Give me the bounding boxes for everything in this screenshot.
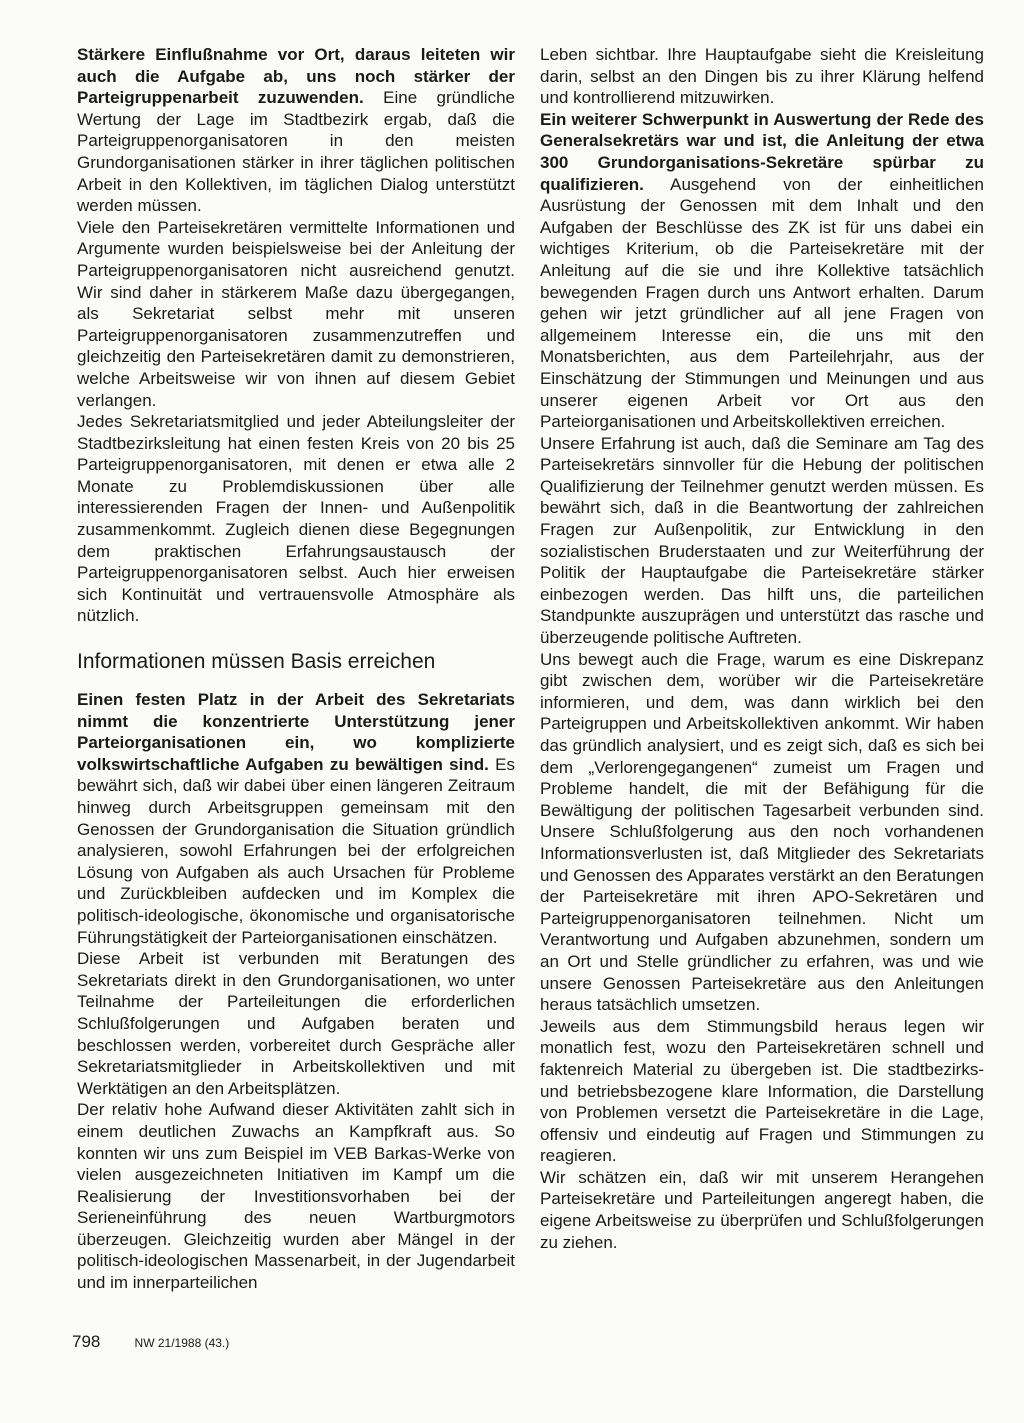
paragraph: Viele den Parteisekretären vermittelte Informationen und Argumente wurden beispielsweise bei der Anleitung der Parteigruppenorganisatoren nicht ausreichend genutzt. Wir sind daher in stärkerem Maße dazu übergegangen, als Sekretariat selbst mehr mit unseren Parteigruppenorganisatoren zusammenzutreffen und gleichzeitig den Parteisekretären damit zu demonstrieren, welche Arbeitsweise wir von ihnen auf diesem Gebiet verlangen. xyxy=(77,217,515,410)
left-column xyxy=(77,44,515,1294)
paragraph xyxy=(77,689,515,948)
paragraph xyxy=(77,44,515,217)
paragraph xyxy=(540,109,984,433)
paragraph: Jedes Sekretariatsmitglied und jeder Abteilungsleiter der Stadtbezirksleitung hat einen festen Kreis von 20 bis 25 Parteigruppenorganisatoren, mit denen er etwa alle 2 Monate zu Problemdiskussionen über alle interessierenden Fragen der Innen- und Außenpolitik zusammenkommt. Zugleich dienen diese Begegnungen dem praktischen Erfahrungsaustausch der Parteigruppenorganisatoren selbst. Auch hier erweisen sich Kontinuität und vertrauensvolle Atmosphäre als nützlich. xyxy=(77,412,515,626)
paragraph: Unsere Erfahrung ist auch, daß die Seminare am Tag des Parteisekretärs sinnvoller für die Hebung der politischen Qualifizierung der Teilnehmer genutzt werden müssen. Es bewährt sich, daß in die Beantwortung der zahlreichen Fragen zur Außenpolitik, zur Entwicklung in den sozialistischen Bruderstaaten und zur Weiterführung der Politik der Hauptaufgabe die Parteisekretäre stärker einbezogen werden. Das hilft uns, die parteilichen Standpunkte auszuprägen und unterstützt das rasche und überzeugende politische Auftreten. xyxy=(540,433,984,648)
paragraph-text: Ausgehend von der einheitlichen Ausrüstung der Genossen mit dem Inhalt und den Aufgaben der Beschlüsse des ZK ist für uns dabei ein wichtiges Kriterium, ob die Parteisekretäre mit der Anleitung auf die sie und ihre Kollektive tatsächlich bewegenden Fragen durch uns Antwort erhalten. Darum gehen wir jetzt gründlicher auf all jene Fragen von allgemeinem Interesse ein, die uns mit den Monatsberichten, aus dem Parteilehrjahr, aus der Einschätzung der Stimmungen und Meinungen und aus unserer eigenen Arbeit vor Ort aus den Parteiorganisationen und Arbeitskollektiven erreichen. xyxy=(540,174,984,432)
section-heading: Informationen müssen Basis erreichen xyxy=(77,650,436,674)
page-number: 798 xyxy=(72,1332,101,1351)
paragraph: Diese Arbeit ist verbunden mit Beratungen des Sekretariats direkt in den Grundorganisationen, wo unter Teilnahme der Parteileitungen die erforderlichen Schlußfolgerungen und Aufgaben beraten und beschlossen werden, vorbereitet durch Gespräche aller Sekretariatsmitglieder in Arbeitskollektiven und mit Werktätigen an den Arbeitsplätzen. xyxy=(77,949,515,1098)
bold-lead: Stärkere Einflußnahme vor Ort, daraus leiteten wir auch die Aufgabe ab, uns noch stärker der Parteigruppenarbeit zuzuwenden. xyxy=(77,45,515,108)
page-footer xyxy=(72,1332,229,1352)
issue-reference: NW 21/1988 (43.) xyxy=(134,1336,230,1350)
paragraph: Uns bewegt auch die Frage, warum es eine Diskrepanz gibt zwischen dem, worüber wir die Parteisekretäre informieren, und dem, was dann wirklich bei den Parteigruppen und Arbeitskollektiven ankommt. Wir haben das gründlich analysiert, und es zeigt sich, daß es sich bei dem „Verlorengegangenen“ zumeist um Fragen und Probleme handelt, die mit der Befähigung für die Bewältigung der politischen Tagesarbeit verbunden sind. Unsere Schlußfolgerung aus den noch vorhandenen Informationsverlusten ist, daß Mitglieder des Sekretariats und Genossen des Apparates verstärkt an den Beratungen der Parteisekretäre mit ihren APO-Sekretären und Parteigruppenorganisatoren teilnehmen. Nicht um Verantwortung und Aufgaben abzunehmen, sondern um an Ort und Stelle gründlicher zu erfahren, was und wie unsere Genossen Parteisekretäre aus den Anleitungen heraus tatsächlich umsetzen. xyxy=(540,649,984,1015)
bold-lead: Einen festen Platz in der Arbeit des Sekretariats nimmt die konzentrierte Unterstützung jener Parteiorganisationen ein, wo komplizierte volkswirtschaftliche Aufgaben zu bewältigen sind. xyxy=(77,690,515,774)
paragraph: Leben sichtbar. Ihre Hauptaufgabe sieht die Kreisleitung darin, selbst an den Dingen bis zu ihrer Klärung helfend und kontrollierend mitzuwirken. xyxy=(540,45,984,108)
paragraph: Der relativ hohe Aufwand dieser Aktivitäten zahlt sich in einem deutlichen Zuwachs an Kampfkraft aus. So konnten wir uns zum Beispiel im VEB Barkas-Werke von vielen ausgezeichneten Initiativen im Kampf um die Realisierung der Investitionsvorhaben bei der Serieneinführung des neuen Wartburgmotors überzeugen. Gleichzeitig wurden aber Mängel in der politisch-ideologischen Massenarbeit, in der Jugendarbeit und im innerparteilichen xyxy=(77,1100,515,1293)
paragraph-text: Es bewährt sich, daß wir dabei über einen längeren Zeitraum hinweg durch Arbeitsgruppen gemeinsam mit den Genossen der Grundorganisation die Situation gründlich analysieren, sowohl Erfahrungen bei der erfolgreichen Lösung von Aufgaben als auch Ursachen für Probleme und Zurückbleiben aufdecken und im Komplex die politisch-ideologische, ökonomische und organisatorische Führungstätigkeit der Parteiorganisationen einschätzen. xyxy=(77,754,515,947)
paragraph: Jeweils aus dem Stimmungsbild heraus legen wir monatlich fest, wozu den Parteisekretären schnell und faktenreich Material zu übergeben ist. Die stadtbezirks- und betriebsbezogene klare Information, die Darstellung von Problemen versetzt die Parteisekretäre in die Lage, offensiv und eindeutig auf Fragen und Stimmungen zu reagieren. xyxy=(540,1016,984,1166)
bold-lead: Ein weiterer Schwerpunkt in Auswertung der Rede des Generalsekretärs war und ist, die Anleitung der etwa 300 Grundorganisations-Sekretäre spürbar zu qualifizieren. xyxy=(540,109,984,194)
paragraph-text: Eine gründliche Wertung der Lage im Stadtbezirk ergab, daß die Parteigruppenorganisatoren in den meisten Grundorganisationen stärker in ihrer täglichen politischen Arbeit in den Kollektiven, im täglichen Dialog unterstützt werden müssen. xyxy=(77,88,515,216)
paragraph: Wir schätzen ein, daß wir mit unserem Herangehen Parteisekretäre und Parteileitungen angeregt haben, die eigene Arbeitsweise zu überprüfen und Schlußfolgerungen zu ziehen. xyxy=(540,1167,984,1252)
right-column xyxy=(540,44,984,1253)
